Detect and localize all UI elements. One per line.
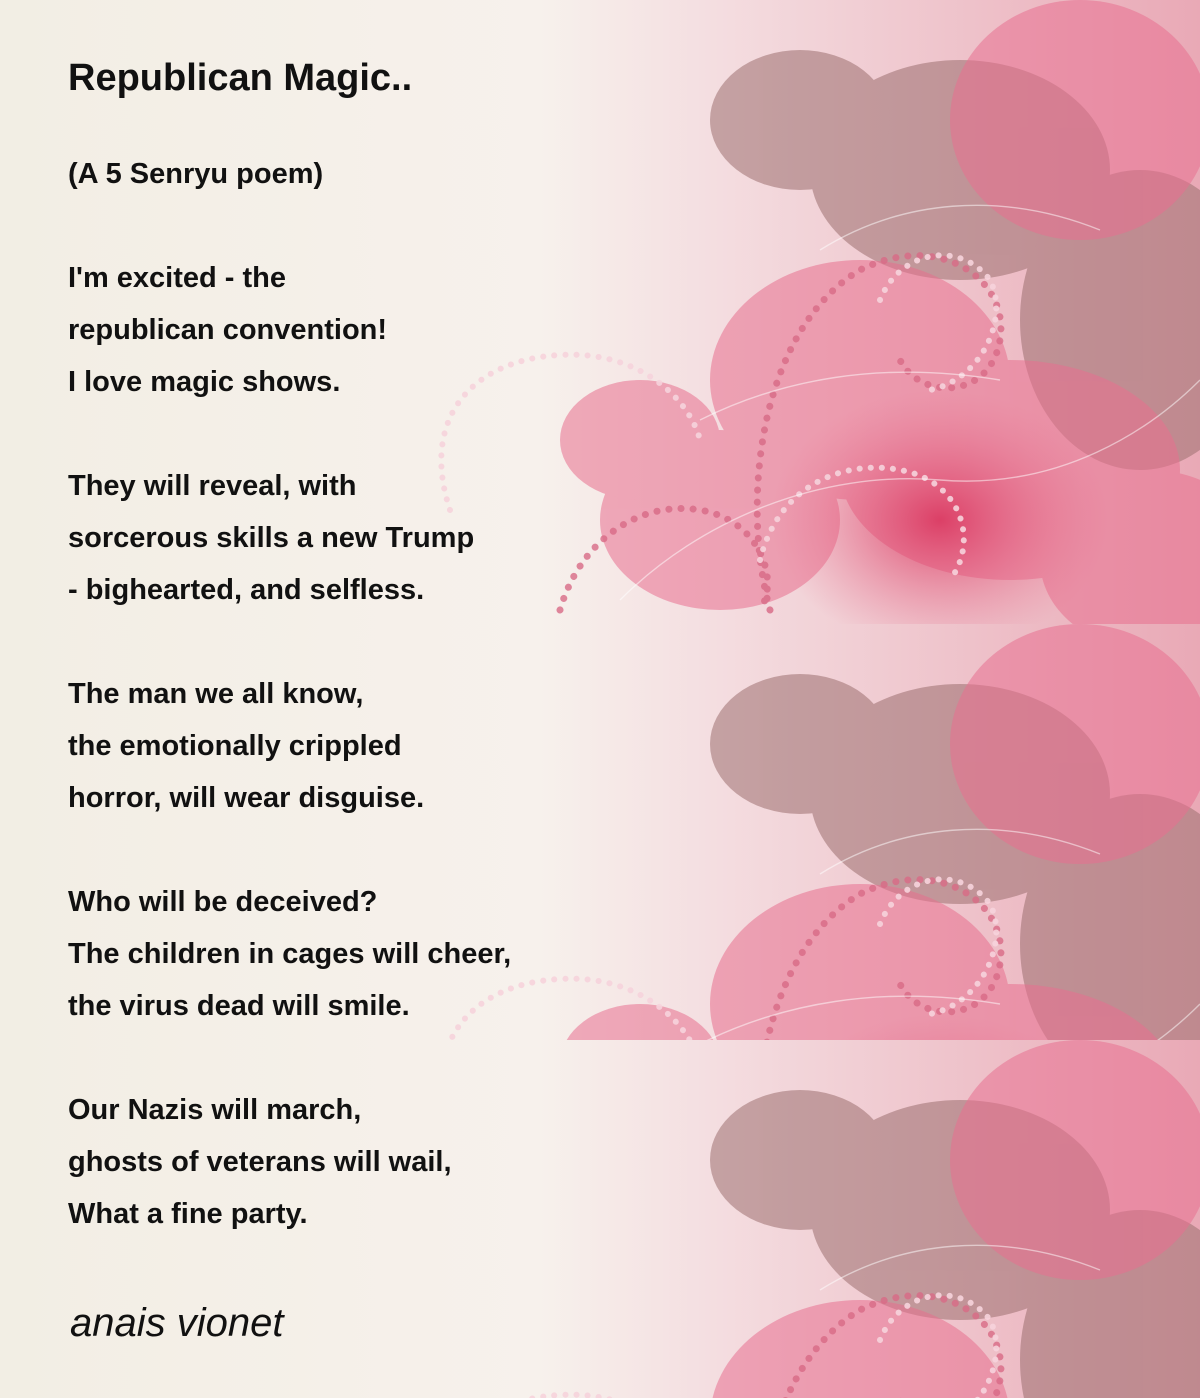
poem-author: anais vionet — [70, 1301, 284, 1345]
poem-line: The man we all know, — [68, 678, 364, 710]
poem-line: ghosts of veterans will wail, — [68, 1146, 452, 1178]
poem-line: They will reveal, with — [68, 470, 357, 502]
poem-line: sorcerous skills a new Trump — [68, 522, 475, 554]
poem-line: I'm excited - the — [68, 262, 287, 294]
poem-subtitle: (A 5 Senryu poem) — [68, 158, 324, 190]
poem-line: Our Nazis will march, — [68, 1094, 362, 1126]
poem-line: Who will be deceived? — [68, 886, 378, 918]
poem-line: The children in cages will cheer, — [68, 938, 512, 970]
poem-line: the emotionally crippled — [68, 730, 402, 762]
poem-line: republican convention! — [68, 314, 388, 346]
poem-title: Republican Magic.. — [68, 57, 413, 99]
poem-line: What a fine party. — [68, 1198, 308, 1230]
poem-line: horror, will wear disguise. — [68, 782, 425, 814]
poem-line: I love magic shows. — [68, 366, 341, 398]
poem-line: - bighearted, and selfless. — [68, 574, 425, 606]
poem-line: the virus dead will smile. — [68, 990, 410, 1022]
